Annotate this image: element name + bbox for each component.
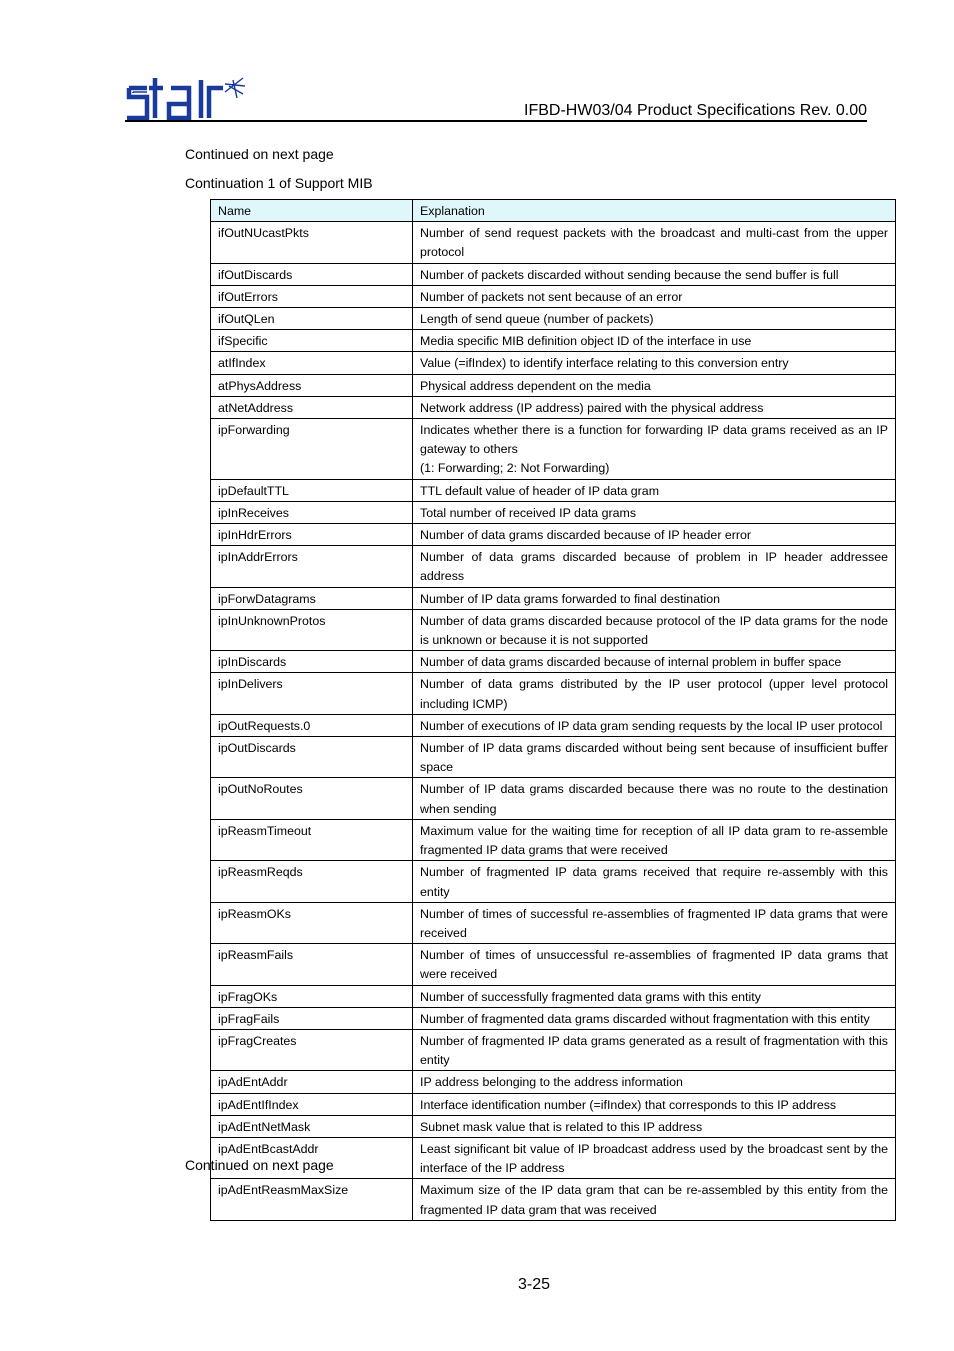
- table-row: [211, 352, 896, 374]
- explanation-text: Number of fragmented data grams discarded without fragmentation with this entity: [420, 1011, 870, 1026]
- mib-object-explanation: [413, 737, 896, 778]
- mib-object-explanation: [413, 546, 896, 587]
- mib-object-name: ipAdEntAddr: [211, 1071, 413, 1093]
- explanation-text: Number of IP data grams discarded without being sent because of insufficient buffer space: [420, 741, 888, 775]
- mib-object-name: ipFragOKs: [211, 985, 413, 1007]
- explanation-text: Subnet mask value that is related to this IP address: [420, 1119, 703, 1134]
- page-header: [125, 74, 867, 122]
- mib-object-name: ipInReceives: [211, 501, 413, 523]
- mib-object-explanation: [413, 479, 896, 501]
- explanation-text: Maximum size of the IP data gram that can be re-assembled by this entity from the fragmented IP data gram that was received: [420, 1183, 888, 1217]
- mib-object-explanation: [413, 263, 896, 285]
- mib-object-explanation: [413, 1007, 896, 1029]
- explanation-text: Number of fragmented IP data grams received that require re-assembly with this entity: [420, 865, 888, 899]
- mib-object-explanation: [413, 308, 896, 330]
- explanation-text: Number of fragmented IP data grams generated as a result of fragmentation with this entity: [420, 1033, 888, 1068]
- table-row: [211, 1115, 896, 1137]
- table-row: [211, 285, 896, 307]
- mib-object-name: ipForwDatagrams: [211, 587, 413, 609]
- table-row: [211, 944, 896, 985]
- explanation-text: Number of send request packets with the broadcast and multi-cast from the upper protocol: [420, 226, 888, 260]
- explanation-text: Network address (IP address) paired with the physical address: [420, 400, 764, 415]
- mib-object-name: ipReasmTimeout: [211, 819, 413, 860]
- mib-object-name: ifOutErrors: [211, 285, 413, 307]
- table-row: [211, 546, 896, 587]
- mib-object-explanation: [413, 330, 896, 352]
- table-row: [211, 396, 896, 418]
- mib-object-explanation: [413, 1029, 896, 1070]
- explanation-text: Number of data grams discarded because of problem in IP header addressee address: [420, 550, 888, 584]
- mib-object-name: ipAdEntNetMask: [211, 1115, 413, 1137]
- explanation-text: Number of packets not sent because of an error: [420, 289, 683, 304]
- explanation-text: Least significant bit value of IP broadcast address used by the broadcast sent by the interface of the IP address: [420, 1141, 888, 1176]
- table-row: [211, 609, 896, 650]
- explanation-text: Number of successfully fragmented data grams with this entity: [420, 989, 761, 1004]
- mib-object-explanation: [413, 985, 896, 1007]
- mib-object-name: ipInDiscards: [211, 651, 413, 673]
- mib-object-name: ipInAddrErrors: [211, 546, 413, 587]
- mib-object-explanation: [413, 501, 896, 523]
- explanation-text-line2: (1: Forwarding; 2: Not Forwarding): [420, 461, 610, 476]
- mib-object-name: ifSpecific: [211, 330, 413, 352]
- column-header-explanation: Explanation: [413, 200, 896, 222]
- explanation-text: Value (=ifIndex) to identify interface relating to this conversion entry: [420, 356, 789, 371]
- mib-object-name: ipForwarding: [211, 419, 413, 480]
- mib-object-name: ipDefaultTTL: [211, 479, 413, 501]
- mib-object-name: ipOutNoRoutes: [211, 778, 413, 819]
- mib-object-explanation: [413, 714, 896, 736]
- mib-object-explanation: [413, 1179, 896, 1220]
- mib-object-name: ipFragFails: [211, 1007, 413, 1029]
- mib-object-name: ipReasmOKs: [211, 902, 413, 943]
- table-row: [211, 902, 896, 943]
- mib-object-name: ifOutNUcastPkts: [211, 222, 413, 263]
- explanation-text: Number of IP data grams discarded because there was no route to the destination when sending: [420, 782, 888, 816]
- explanation-text: Length of send queue (number of packets): [420, 312, 654, 327]
- mib-object-name: ipReasmFails: [211, 944, 413, 985]
- explanation-text: Number of IP data grams forwarded to final destination: [420, 591, 721, 606]
- table-row: [211, 501, 896, 523]
- table-row: [211, 524, 896, 546]
- table-header-row: [211, 200, 896, 222]
- explanation-text: Indicates whether there is a function for forwarding IP data grams received as an IP gateway to others: [420, 423, 888, 457]
- mib-object-explanation: [413, 419, 896, 480]
- mib-object-name: ifOutQLen: [211, 308, 413, 330]
- mib-object-name: ipOutDiscards: [211, 737, 413, 778]
- table-row: [211, 374, 896, 396]
- table-row: [211, 861, 896, 902]
- header-divider: [125, 120, 867, 122]
- mib-object-explanation: [413, 285, 896, 307]
- explanation-text: Interface identification number (=ifIndex) that corresponds to this IP address: [420, 1097, 837, 1112]
- continuation-caption: Continuation 1 of Support MIB: [185, 175, 373, 191]
- table-body: [211, 222, 896, 1221]
- table-row: [211, 819, 896, 860]
- mib-object-explanation: [413, 609, 896, 650]
- explanation-text: Maximum value for the waiting time for reception of all IP data gram to re-assemble fragmented IP data grams that were received: [420, 823, 888, 858]
- mib-object-explanation: [413, 1137, 896, 1178]
- table-row: [211, 673, 896, 714]
- explanation-text: IP address belonging to the address information: [420, 1075, 683, 1090]
- mib-object-name: atPhysAddress: [211, 374, 413, 396]
- table-row: [211, 263, 896, 285]
- mib-object-explanation: [413, 673, 896, 714]
- table-row: [211, 419, 896, 480]
- explanation-text: Number of times of successful re-assemblies of fragmented IP data grams that were received: [420, 906, 888, 940]
- explanation-text: Physical address dependent on the media: [420, 378, 651, 393]
- continued-note-top: Continued on next page: [185, 146, 334, 162]
- mib-object-explanation: [413, 944, 896, 985]
- table-row: [211, 651, 896, 673]
- mib-object-explanation: [413, 1115, 896, 1137]
- mib-object-name: ipInUnknownProtos: [211, 609, 413, 650]
- mib-object-explanation: [413, 1071, 896, 1093]
- mib-object-name: ifOutDiscards: [211, 263, 413, 285]
- mib-object-name: ipAdEntReasmMaxSize: [211, 1179, 413, 1220]
- explanation-text: TTL default value of header of IP data gram: [420, 483, 660, 498]
- mib-object-explanation: [413, 524, 896, 546]
- table-row: [211, 1007, 896, 1029]
- table-row: [211, 714, 896, 736]
- mib-object-explanation: [413, 222, 896, 263]
- table-row: [211, 985, 896, 1007]
- explanation-text: Number of data grams discarded because protocol of the IP data grams for the node is unknown or because it is not supported: [420, 613, 888, 648]
- table-row: [211, 1071, 896, 1093]
- mib-object-explanation: [413, 396, 896, 418]
- table-row: [211, 1029, 896, 1070]
- mib-object-explanation: [413, 352, 896, 374]
- table-row: [211, 1179, 896, 1220]
- mib-object-name: ipOutRequests.0: [211, 714, 413, 736]
- column-header-name: Name: [211, 200, 413, 222]
- continued-note-bottom: Continued on next page: [185, 1157, 334, 1173]
- mib-object-name: ipAdEntIfIndex: [211, 1093, 413, 1115]
- mib-object-explanation: [413, 861, 896, 902]
- mib-object-name: ipAdEntBcastAddr: [211, 1137, 413, 1178]
- document-title: IFBD-HW03/04 Product Specifications Rev. 0.00: [524, 102, 867, 119]
- mib-object-explanation: [413, 1093, 896, 1115]
- explanation-text: Number of data grams distributed by the IP user protocol (upper level protocol including ICMP): [420, 677, 888, 711]
- star-logo: [125, 74, 247, 122]
- mib-object-name: atNetAddress: [211, 396, 413, 418]
- explanation-text: Number of times of unsuccessful re-assemblies of fragmented IP data grams that were received: [420, 948, 888, 982]
- mib-object-explanation: [413, 651, 896, 673]
- explanation-text: Number of data grams discarded because of IP header error: [420, 528, 752, 543]
- table-row: [211, 308, 896, 330]
- table-row: [211, 778, 896, 819]
- mib-object-explanation: [413, 587, 896, 609]
- table-row: [211, 587, 896, 609]
- table-row: [211, 737, 896, 778]
- support-mib-table: [210, 199, 896, 1221]
- mib-object-explanation: [413, 778, 896, 819]
- table-row: [211, 479, 896, 501]
- explanation-text: Number of data grams discarded because of internal problem in buffer space: [420, 655, 842, 670]
- page-number: 3-25: [518, 1276, 551, 1293]
- table-row: [211, 222, 896, 263]
- explanation-text: Total number of received IP data grams: [420, 505, 637, 520]
- explanation-text: Number of packets discarded without sending because the send buffer is full: [420, 267, 839, 282]
- mib-object-name: ipInHdrErrors: [211, 524, 413, 546]
- table-row: [211, 1093, 896, 1115]
- mib-object-name: ipInDelivers: [211, 673, 413, 714]
- mib-object-explanation: [413, 902, 896, 943]
- mib-object-explanation: [413, 819, 896, 860]
- explanation-text: Media specific MIB definition object ID of the interface in use: [420, 334, 752, 349]
- table-row: [211, 330, 896, 352]
- mib-object-explanation: [413, 374, 896, 396]
- mib-object-name: ipReasmReqds: [211, 861, 413, 902]
- mib-object-name: atIfIndex: [211, 352, 413, 374]
- explanation-text: Number of executions of IP data gram sending requests by the local IP user protocol: [420, 718, 883, 733]
- mib-object-name: ipFragCreates: [211, 1029, 413, 1070]
